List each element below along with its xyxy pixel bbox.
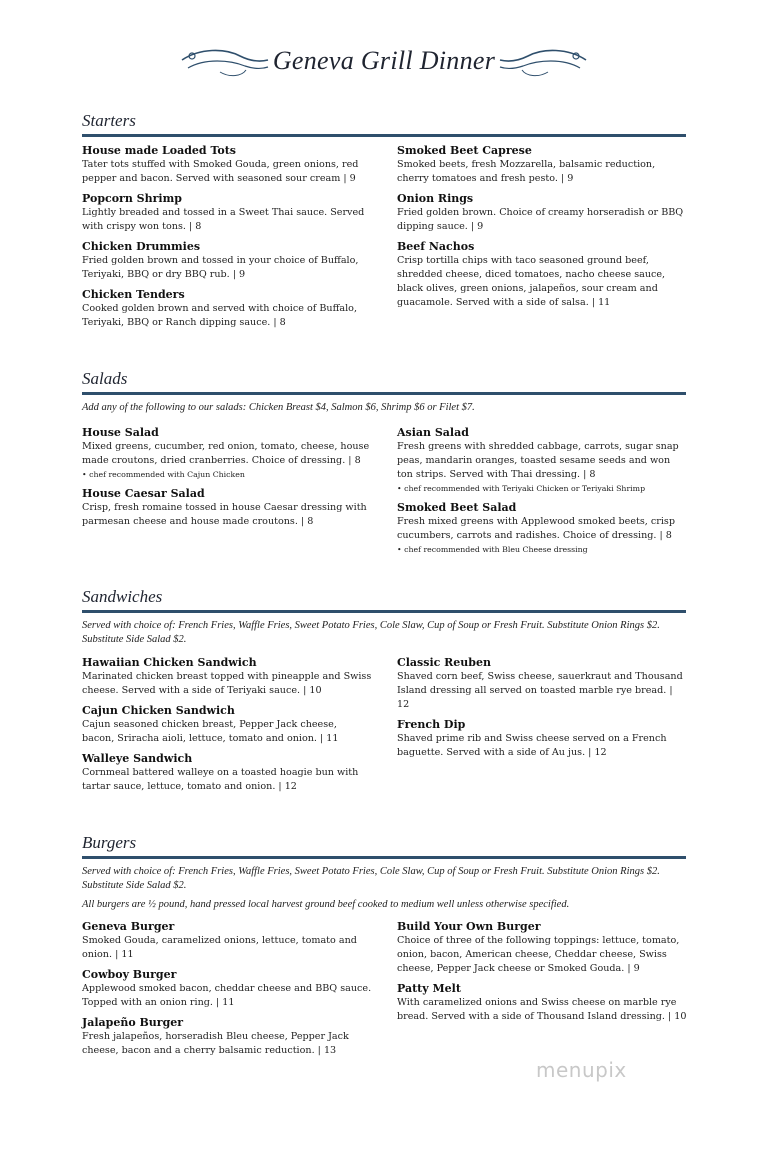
menu-item: Asian Salad Fresh greens with shredded cabbage, carrots, sugar snap peas, mandarin oranges, toasted sesame seeds and won ton strips. Served with Thai dressing. | 8 • chef recommended with Teriyaki Chicken or Teriyaki Shrimp: [397, 426, 687, 495]
section-starters: [82, 110, 686, 354]
section-divider: [82, 134, 686, 137]
menu-item: Build Your Own Burger Choice of three of the following toppings: lettuce, tomato, onion, bacon, American cheese, Cheddar cheese, Swiss cheese, Pepper Jack cheese or Smoked Gouda. | 9: [397, 919, 680, 974]
flourish-right-icon: [498, 42, 588, 86]
menu-item: Smoked Beet Caprese Smoked beets, fresh Mozzarella, balsamic reduction, cherry tomatoes and fresh pesto. | 9: [397, 144, 656, 184]
menu-item: Popcorn Shrimp Lightly breaded and tossed in a Sweet Thai sauce. Served with crispy won tons. | 8: [82, 192, 365, 232]
page-title: Geneva Grill Dinner: [272, 46, 496, 75]
section-note: All burgers are ½ pound, hand pressed local harvest ground beef cooked to medium well unless otherwise specified.: [82, 899, 570, 910]
chef-recommendation: • chef recommended with Cajun Chicken: [82, 469, 245, 479]
section-divider: [82, 610, 686, 613]
menu-header: [0, 38, 768, 88]
menu-item: Chicken Drummies Fried golden brown and tossed in your choice of Buffalo, Teriyaki, BBQ or dry BBQ rub. | 9: [82, 240, 359, 280]
menu-item: Onion Rings Fried golden brown. Choice of creamy horseradish or BBQ dipping sauce. | 9: [397, 192, 684, 232]
menu-item: Geneva Burger Smoked Gouda, caramelized onions, lettuce, tomato and onion. | 11: [82, 919, 357, 960]
chef-recommendation: • chef recommended with Bleu Cheese dressing: [397, 544, 588, 554]
chef-recommendation: • chef recommended with Teriyaki Chicken or Teriyaki Shrimp: [397, 483, 646, 493]
section-note: Add any of the following to our salads: Chicken Breast $4, Salmon $6, Shrimp $6 or Filet $7.: [82, 402, 475, 413]
menu-item: House made Loaded Tots Tater tots stuffed with Smoked Gouda, green onions, red pepper and bacon. Served with seasoned sour cream | 9: [82, 144, 359, 184]
menu-item: House Salad Mixed greens, cucumber, red onion, tomato, cheese, house made croutons, dried cranberries. Choice of dressing. | 8 • chef recommended with Cajun Chicken: [82, 426, 372, 481]
menu-item: Jalapeño Burger Fresh jalapeños, horseradish Bleu cheese, Pepper Jack cheese, bacon and a cherry balsamic reduction. | 13: [82, 1015, 349, 1056]
menu-item: Cajun Chicken Sandwich Cajun seasoned chicken breast, Pepper Jack cheese, bacon, Sriracha aioli, lettuce, tomato and onion. | 11: [82, 704, 339, 744]
section-title: Salads: [82, 369, 128, 388]
section-title: Burgers: [82, 833, 137, 852]
menu-item: Cowboy Burger Applewood smoked bacon, cheddar cheese and BBQ sauce. Topped with an onion ring. | 11: [82, 967, 372, 1008]
section-note: Served with choice of: French Fries, Waffle Fries, Sweet Potato Fries, Cole Slaw, Cup of Soup or Fresh Fruit. Substitute Onion Rings $2. Substitute Side Salad $2.: [82, 620, 660, 645]
menu-item: Hawaiian Chicken Sandwich Marinated chicken breast topped with pineapple and Swiss cheese. Served with a side of Teriyaki sauce. | 10: [82, 656, 372, 696]
section-sandwiches: [82, 586, 686, 816]
section-title: Starters: [82, 111, 136, 130]
menu-item: Beef Nachos Crisp tortilla chips with taco seasoned ground beef, shredded cheese, diced tomatoes, nacho cheese sauce, black olives, green onions, jalapeños, sour cream and guacamole. Served with a side of salsa. | 11: [397, 240, 666, 308]
menu-item: Classic Reuben Shaved corn beef, Swiss cheese, sauerkraut and Thousand Island dressing all served on toasted marble rye bread. | 12: [397, 656, 683, 710]
section-burgers: [82, 832, 686, 1080]
menu-item: Patty Melt With caramelized onions and Swiss cheese on marble rye bread. Served with a side of Thousand Island dressing. | 10: [397, 981, 687, 1022]
menu-item: Smoked Beet Salad Fresh mixed greens with Applewood smoked beets, crisp cucumbers, carrots and radishes. Choice of dressing. | 8 • chef recommended with Bleu Cheese dressing: [397, 501, 687, 556]
section-title: Sandwiches: [82, 587, 163, 606]
section-divider: [82, 392, 686, 395]
watermark: menupix: [536, 1058, 627, 1082]
section-divider: [82, 856, 686, 859]
menu-item: Chicken Tenders Cooked golden brown and served with choice of Buffalo, Teriyaki, BBQ or Ranch dipping sauce. | 8: [82, 288, 358, 328]
menu-item: Walleye Sandwich Cornmeal battered walleye on a toasted hoagie bun with tartar sauce, lettuce, tomato and onion. | 12: [82, 752, 359, 792]
section-salads: [82, 368, 686, 576]
menu-item: French Dip Shaved prime rib and Swiss cheese served on a French baguette. Served with a side of Au jus. | 12: [397, 718, 667, 758]
section-note: Served with choice of: French Fries, Waffle Fries, Sweet Potato Fries, Cole Slaw, Cup of Soup or Fresh Fruit. Substitute Onion Rings $2. Substitute Side Salad $2.: [82, 866, 660, 891]
menu-item: House Caesar Salad Crisp, fresh romaine tossed in house Caesar dressing with parmesan cheese and house made croutons. | 8: [82, 486, 367, 527]
